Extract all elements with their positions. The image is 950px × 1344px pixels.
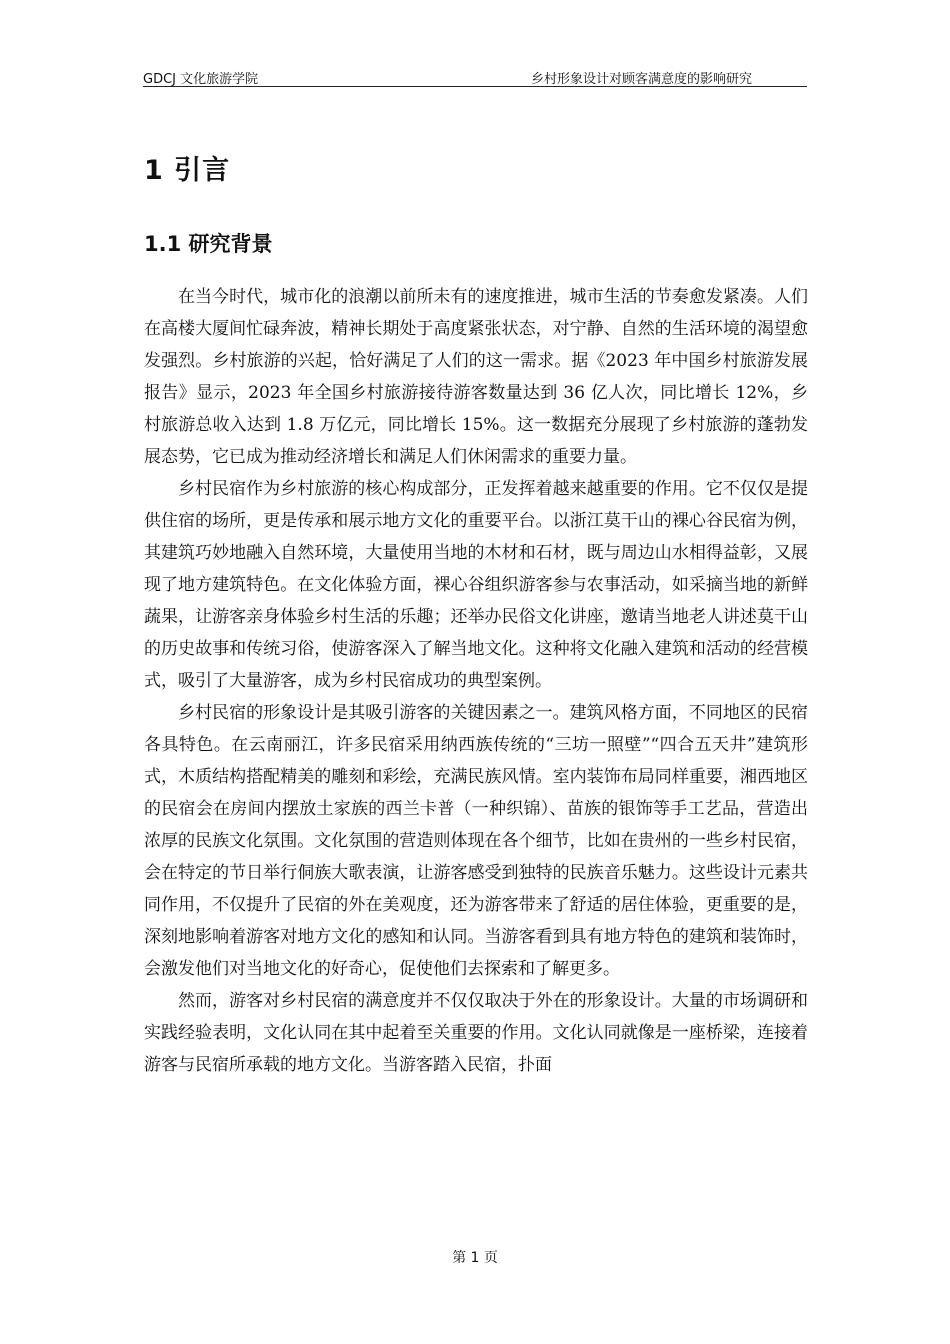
header-paper-title: 乡村形象设计对顾客满意度的影响研究 — [530, 72, 752, 87]
paragraph-3: 乡村民宿的形象设计是其吸引游客的关键因素之一。建筑风格方面，不同地区的民宿各具特色。在云南丽江，许多民宿采用纳西族传统的“三坊一照壁”“四合五天井”建筑形式，木质结构搭配精美的雕刻和彩绘，充满民族风情。室内装饰布局同样重要，湘西地区的民宿会在房间内摆放土家族的西兰卡普（一种织锦）、苗族的银饰等手工艺品，营造出浓厚的民族文化氛围。文化氛围的营造则体现在各个细节，比如在贵州的一些乡村民宿，会在特定的节日举行侗族大歌表演，让游客感受到独特的民族音乐魅力。这些设计元素共同作用，不仅提升了民宿的外在美观度，还为游客带来了舒适的居住体验，更重要的是，深刻地影响着游客对地方文化的感知和认同。当游客看到具有地方特色的建筑和装饰时，会激发他们对当地文化的好奇心，促使他们去探索和了解更多。 — [144, 703, 808, 979]
chapter-title: 1 引言 — [144, 155, 231, 186]
paragraph-4: 然而，游客对乡村民宿的满意度并不仅仅取决于外在的形象设计。大量的市场调研和实践经验表明，文化认同在其中起着至关重要的作用。文化认同就像是一座桥梁，连接着游客与民宿所承载的地方文化。当游客踏入民宿，扑面 — [144, 991, 808, 1075]
paragraph-2: 乡村民宿作为乡村旅游的核心构成部分，正发挥着越来越重要的作用。它不仅仅是提供住宿的场所，更是传承和展示地方文化的重要平台。以浙江莫干山的裸心谷民宿为例，其建筑巧妙地融入自然环境，大量使用当地的木材和石材，既与周边山水相得益彰，又展现了地方建筑特色。在文化体验方面，裸心谷组织游客参与农事活动，如采摘当地的新鲜蔬果，让游客亲身体验乡村生活的乐趣；还举办民俗文化讲座，邀请当地老人讲述莫干山的历史故事和传统习俗，使游客深入了解当地文化。这种将文化融入建筑和活动的经营模式，吸引了大量游客，成为乡村民宿成功的典型案例。 — [144, 479, 808, 691]
body-text — [144, 281, 808, 1081]
header-institution: GDCJ 文化旅游学院 — [143, 72, 259, 87]
section-title: 1.1 研究背景 — [144, 232, 273, 256]
paragraph-1: 在当今时代，城市化的浪潮以前所未有的速度推进，城市生活的节奏愈发紧凑。人们在高楼大厦间忙碌奔波，精神长期处于高度紧张状态，对宁静、自然的生活环境的渴望愈发强烈。乡村旅游的兴起，恰好满足了人们的这一需求。据《2023 年中国乡村旅游发展报告》显示，2023 年全国乡村旅游接待游客数量达到 36 亿人次，同比增长 12%，乡村旅游总收入达到 1.8 万亿元，同比增长 15%。这一数据充分展现了乡村旅游的蓬勃发展态势，它已成为推动经济增长和满足人们休闲需求的重要力量。 — [144, 287, 808, 467]
page-number: 第 1 页 — [452, 1250, 498, 1266]
page-header — [143, 66, 807, 87]
